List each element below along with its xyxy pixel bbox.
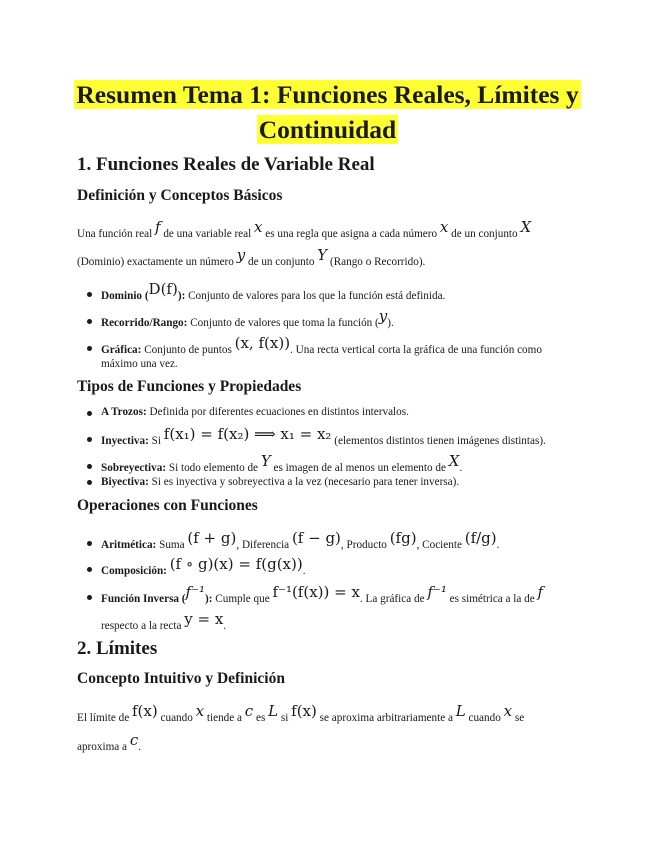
definition-paragraph-line-2	[77, 246, 426, 269]
text: .	[459, 462, 463, 474]
label: Composición:	[101, 565, 167, 577]
text: aproxima a	[77, 741, 130, 753]
math-c: c	[244, 702, 254, 720]
math-y: y	[378, 307, 388, 325]
text: Definida por diferentes ecuaciones en distintos intervalos.	[146, 406, 409, 418]
math-domain: D(f)	[148, 280, 178, 298]
math-line: y = x	[184, 610, 224, 628]
label-end: ):	[177, 290, 186, 302]
text: Si es inyectiva y sobreyectiva a la vez (necesario para tener inversa).	[148, 476, 460, 488]
bullet-dominio	[101, 280, 446, 303]
bullet-dot	[87, 464, 92, 469]
document-title-continued	[0, 113, 655, 147]
math-fx: f(x)	[132, 702, 158, 720]
bullet-aritmetica	[101, 529, 500, 552]
text: .	[496, 539, 500, 551]
math-y: y	[236, 246, 246, 264]
bullet-a-trozos	[101, 405, 409, 419]
text: . La gráfica de	[359, 593, 428, 605]
document-title	[0, 78, 655, 112]
text: es	[253, 712, 269, 724]
label: Dominio (	[101, 290, 149, 302]
text: Una función real	[77, 228, 155, 240]
section-1-heading: 1. Funciones Reales de Variable Real	[77, 154, 375, 175]
text: (Rango o Recorrido).	[327, 256, 426, 268]
bullet-biyectiva	[101, 475, 459, 489]
label: Gráfica:	[101, 344, 142, 356]
math-composition: (f ∘ g)(x) = f(g(x))	[169, 555, 303, 573]
math-L: L	[455, 702, 466, 720]
math-f: f	[154, 218, 161, 236]
bullet-dot	[87, 319, 92, 324]
math-Y: Y	[260, 452, 271, 470]
text: Conjunto de valores que toma la función (	[187, 317, 379, 329]
bullet-recorrido	[101, 307, 394, 330]
math-f: f	[537, 583, 544, 601]
text: de una variable real	[160, 228, 255, 240]
types-heading: Tipos de Funciones y Propiedades	[77, 378, 302, 395]
text: Si todo elemento de	[166, 462, 261, 474]
section-2-heading: 2. Límites	[77, 638, 158, 659]
math-X: X	[448, 452, 460, 470]
label: A Trozos:	[101, 406, 147, 418]
text: se	[512, 712, 525, 724]
bullet-dot	[87, 480, 92, 485]
math-x: x	[503, 702, 513, 720]
label: Inyectiva:	[101, 435, 149, 447]
bullet-dot	[87, 541, 92, 546]
text: , Producto	[340, 539, 390, 551]
math-inverse: f⁻¹	[185, 583, 206, 601]
bullet-sobreyectiva	[101, 452, 463, 475]
label: Sobreyectiva:	[101, 462, 167, 474]
limit-paragraph-line-2	[77, 731, 142, 754]
bullet-dot	[87, 411, 92, 416]
text: , Cociente	[416, 539, 465, 551]
text: es simétrica a la de	[446, 593, 538, 605]
text: . Una recta vertical corta la gráfica de una función como	[290, 344, 542, 356]
math-L: L	[268, 702, 279, 720]
text: es una regla que asigna a cada número	[262, 228, 440, 240]
bullet-dot	[87, 292, 92, 297]
text: si	[278, 712, 292, 724]
text: , Diferencia	[236, 539, 292, 551]
text: Cumple que	[212, 593, 273, 605]
bullet-funcion-inversa-line-2	[101, 610, 227, 633]
text: es imagen de al menos un elemento de	[270, 462, 449, 474]
text: .	[302, 565, 306, 577]
text: Conjunto de valores para los que la función está definida.	[185, 290, 446, 302]
math-injective: f(x₁) = f(x₂) ⟹ x₁ = x₂	[163, 425, 332, 443]
bullet-inyectiva	[101, 425, 546, 448]
text: (Dominio) exactamente un número	[77, 256, 237, 268]
math-product: (fg)	[389, 529, 417, 547]
text: respecto a la recta	[101, 620, 185, 632]
text: .	[138, 741, 142, 753]
math-difference: (f − g)	[291, 529, 341, 547]
label: Función Inversa (	[101, 593, 186, 605]
math-x: x	[439, 218, 449, 236]
definition-heading: Definición y Conceptos Básicos	[77, 187, 283, 204]
bullet-dot	[87, 346, 92, 351]
math-Y: Y	[317, 246, 328, 264]
label: Biyectiva:	[101, 476, 149, 488]
bullet-composicion	[101, 555, 306, 578]
text: de un conjunto	[448, 228, 521, 240]
math-sum: (f + g)	[187, 529, 237, 547]
text: .	[223, 620, 227, 632]
math-quotient: (f/g)	[464, 529, 497, 547]
math-fx: f(x)	[291, 702, 317, 720]
bullet-funcion-inversa	[101, 583, 544, 606]
text: cuando	[157, 712, 196, 724]
text: Si	[148, 435, 164, 447]
text: de un conjunto	[245, 256, 318, 268]
math-x: x	[254, 218, 263, 236]
math-inverse: f⁻¹	[427, 583, 447, 601]
label: Recorrido/Rango:	[101, 317, 188, 329]
text: cuando	[465, 712, 504, 724]
text: (elementos distintos tienen imágenes distintas).	[331, 435, 546, 447]
text: Suma	[156, 539, 188, 551]
label-end: ):	[205, 593, 213, 605]
label: Aritmética:	[101, 539, 157, 551]
title-line-2: Continuidad	[258, 115, 397, 144]
text: se aproxima arbitrariamente a	[316, 712, 456, 724]
bullet-dot	[87, 437, 92, 442]
math-x: x	[195, 702, 205, 720]
text: El límite de	[77, 712, 132, 724]
bullet-dot	[87, 595, 92, 600]
bullet-grafica	[101, 334, 542, 357]
text: tiende a	[204, 712, 245, 724]
math-inverse-identity: f⁻¹(f(x)) = x	[272, 583, 360, 601]
limit-paragraph-line-1	[77, 702, 525, 725]
bullet-grafica-line-2: máximo una vez.	[101, 358, 178, 370]
text: ).	[387, 317, 394, 329]
math-X: X	[520, 218, 532, 236]
operations-heading: Operaciones con Funciones	[77, 497, 258, 514]
title-line-1: Resumen Tema 1: Funciones Reales, Límites y	[76, 80, 579, 109]
definition-paragraph-line-1	[77, 218, 532, 241]
math-c: c	[129, 731, 139, 749]
text: Conjunto de puntos	[141, 344, 235, 356]
math-point: (x, f(x))	[234, 334, 291, 352]
bullet-dot	[87, 567, 92, 572]
limit-concept-heading: Concepto Intuitivo y Definición	[77, 670, 285, 687]
